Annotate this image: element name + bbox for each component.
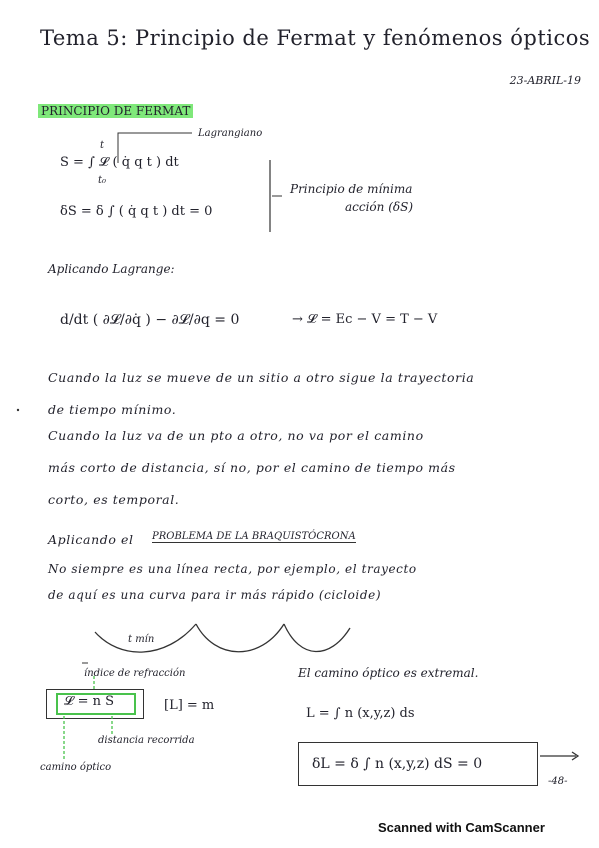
page-number: -48- — [548, 776, 568, 787]
lagrangian-label: Lagrangiano — [198, 128, 263, 139]
section-heading-fermat: PRINCIPIO DE FERMAT — [38, 104, 193, 118]
paragraph-line-2: de tiempo mínimo. — [48, 402, 177, 417]
principle-label: Principio de mínima — [290, 182, 413, 196]
date: 23-ABRIL-19 — [509, 74, 581, 87]
fermat-variation-equation: δL = δ ∫ n (x,y,z) dS = 0 — [312, 756, 483, 772]
paragraph-line-1: Cuando la luz se mueve de un sitio a otro sigue la trayectoria — [48, 370, 475, 385]
section2-line-2: de aquí es una curva para ir más rápido (cicloide) — [48, 588, 382, 602]
extremal-statement: El camino óptico es extremal. — [298, 666, 479, 680]
principle-label-2: acción (δS) — [345, 200, 414, 214]
scanner-watermark: Scanned with CamScanner — [378, 820, 545, 835]
distance-label: distancia recorrida — [98, 735, 195, 746]
optical-path-label: camino óptico — [40, 762, 112, 773]
units-equation: [L] = m — [164, 698, 215, 713]
optical-path-equation: 𝓛 = n S — [64, 694, 115, 709]
refraction-index-label: índice de refracción — [84, 668, 186, 679]
eq1-lower-limit: t₀ — [98, 175, 107, 186]
brachistochrone-intro: Aplicando el — [48, 532, 134, 547]
variation-equation: δS = δ ∫ ( q̇ q t ) dt = 0 — [60, 204, 213, 219]
lagrange-equation: d/dt ( ∂𝓛/∂q̇ ) − ∂𝓛/∂q = 0 — [60, 312, 240, 328]
paragraph-line-4: más corto de distancia, sí no, por el camino de tiempo más — [48, 460, 456, 475]
paragraph-line-5: corto, es temporal. — [48, 492, 180, 507]
paragraph-line-3: Cuando la luz va de un pto a otro, no va por el camino — [48, 428, 424, 443]
brachistochrone-problem: PROBLEMA DE LA BRAQUISTÓCRONA — [152, 531, 356, 542]
curve-label: t mín — [128, 634, 155, 645]
lagrangian-definition: → 𝓛 = Ec − V = T − V — [292, 312, 438, 327]
optical-length-integral: L = ∫ n (x,y,z) ds — [306, 706, 415, 721]
section2-line-1: No siempre es una línea recta, por ejemplo, el trayecto — [48, 562, 417, 576]
lagrange-intro: Aplicando Lagrange: — [48, 262, 175, 276]
eq1-upper-limit: t — [100, 140, 105, 151]
page-title: Tema 5: Principio de Fermat y fenómenos ópticos — [40, 26, 591, 50]
action-equation: S = ∫ 𝓛 ( q̇ q t ) dt — [60, 155, 179, 170]
